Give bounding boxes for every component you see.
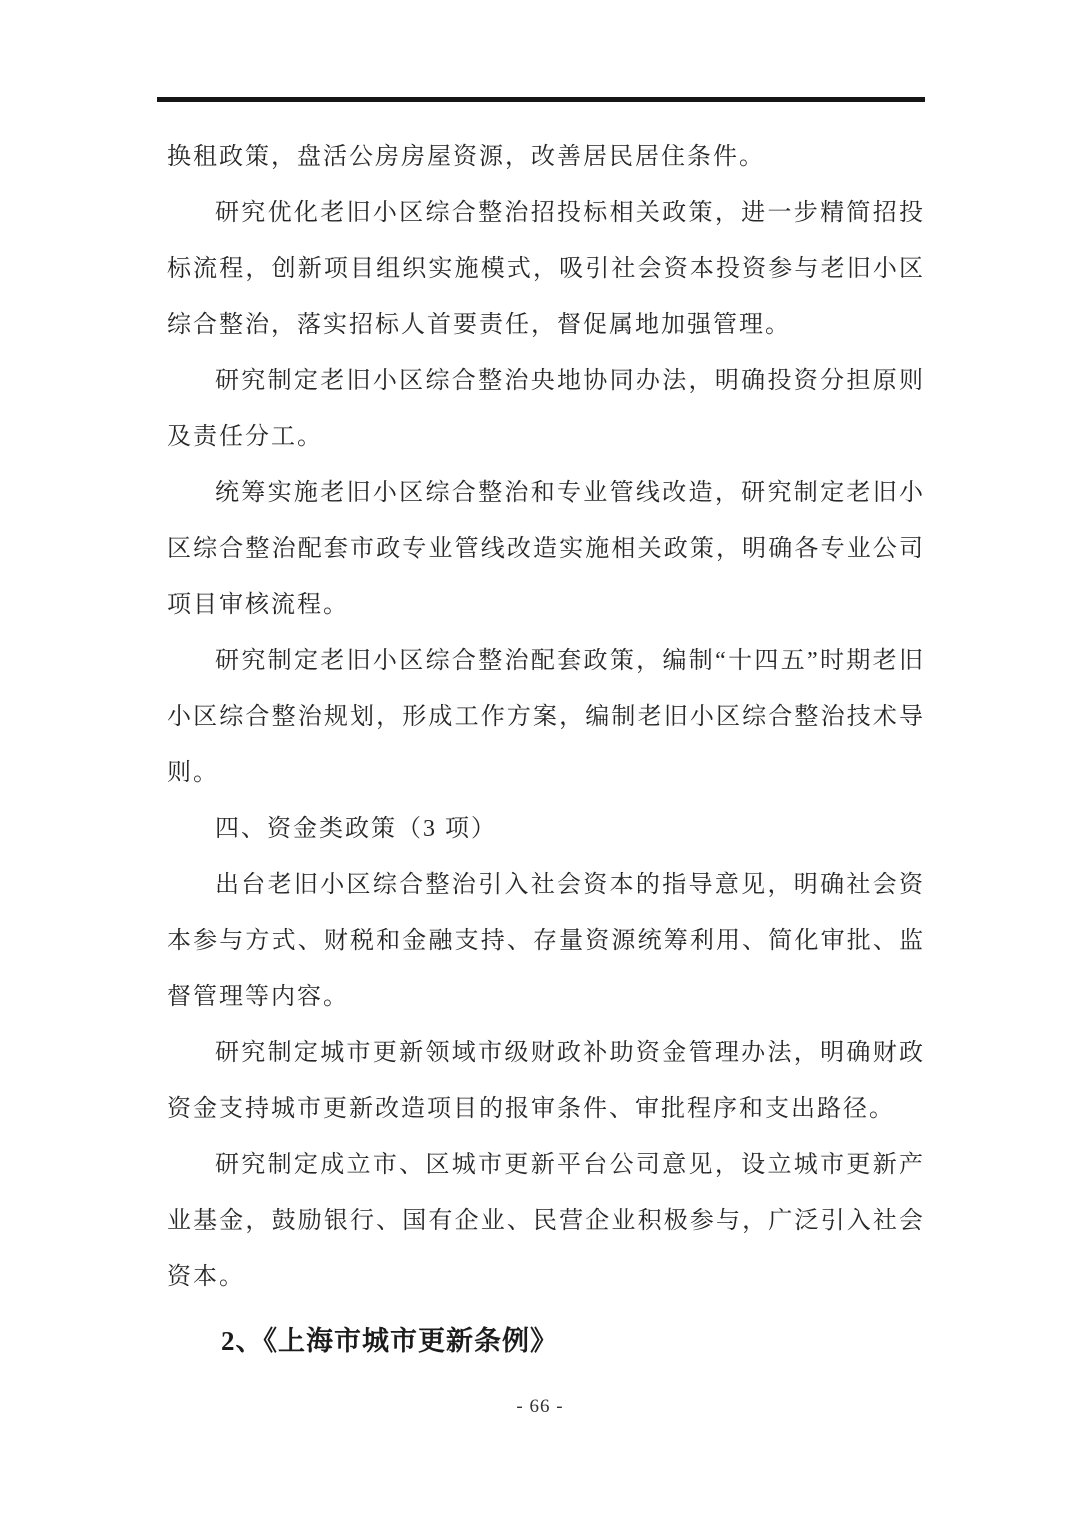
page-footer	[0, 1396, 1080, 1418]
chapter-title: 2、《上海市城市更新条例》	[221, 1326, 558, 1356]
page-content	[167, 129, 925, 1367]
section-heading: 四、资金类政策（3 项）	[215, 816, 497, 842]
paragraph: 出台老旧小区综合整治引入社会资本的指导意见，明确社会资本参与方式、财税和金融支持、存量资源统筹利用、简化审批、监督管理等内容。	[167, 872, 925, 1010]
paragraph: 统筹实施老旧小区综合整治和专业管线改造，研究制定老旧小区综合整治配套市政专业管线改造实施相关政策，明确各专业公司项目审核流程。	[167, 480, 925, 618]
page-number: - 66 -	[516, 1396, 564, 1417]
paragraph: 研究制定城市更新领域市级财政补助资金管理办法，明确财政资金支持城市更新改造项目的报审条件、审批程序和支出路径。	[167, 1040, 925, 1122]
paragraph: 研究制定老旧小区综合整治配套政策，编制“十四五”时期老旧小区综合整治规划，形成工作方案，编制老旧小区综合整治技术导则。	[167, 648, 925, 786]
paragraph: 研究制定老旧小区综合整治央地协同办法，明确投资分担原则及责任分工。	[167, 368, 925, 450]
paragraph: 研究优化老旧小区综合整治招投标相关政策，进一步精简招投标流程，创新项目组织实施模式，吸引社会资本投资参与老旧小区综合整治，落实招标人首要责任，督促属地加强管理。	[167, 200, 925, 338]
header-rule	[157, 97, 925, 102]
paragraph: 研究制定成立市、区城市更新平台公司意见，设立城市更新产业基金，鼓励银行、国有企业、民营企业积极参与，广泛引入社会资本。	[167, 1152, 925, 1290]
paragraph-continuation: 换租政策，盘活公房房屋资源，改善居民居住条件。	[167, 144, 765, 170]
